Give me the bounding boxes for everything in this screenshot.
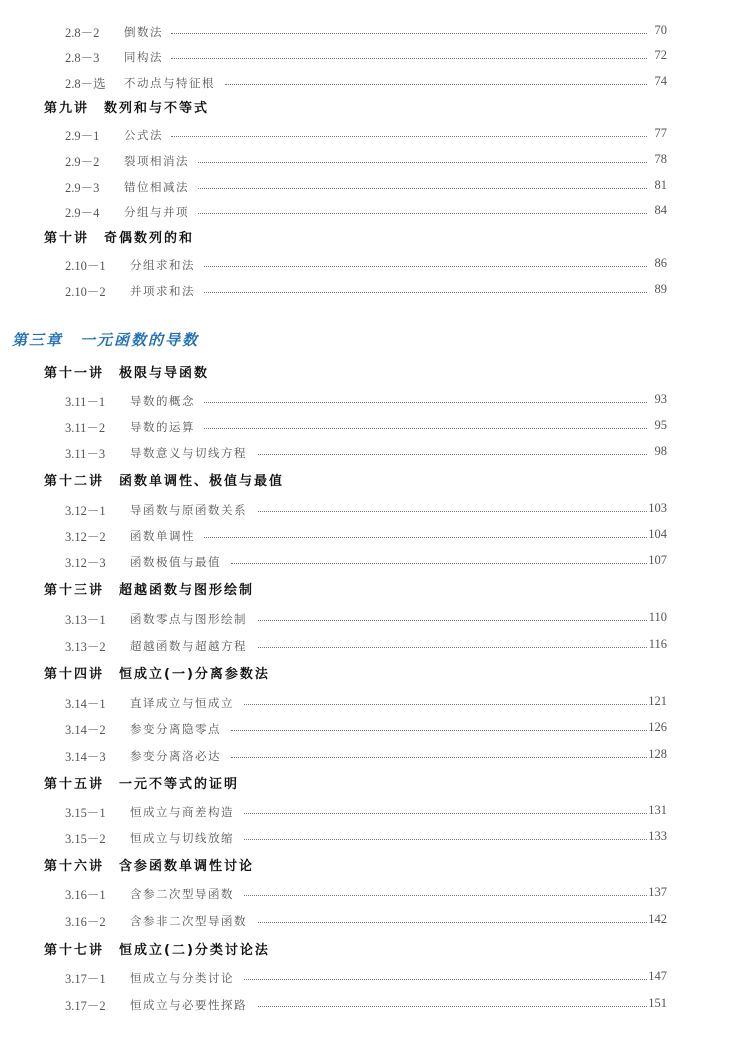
entry-title: 公式法: [124, 128, 163, 142]
dot-leader: [171, 136, 648, 137]
toc-entry[interactable]: [0, 994, 742, 1014]
dot-leader: [198, 188, 648, 189]
page-number: 77: [654, 126, 667, 140]
lecture-title: 第十六讲 含参函数单调性讨论: [44, 859, 255, 874]
lecture-title: 第十一讲 极限与导函数: [44, 366, 210, 381]
entry-title: 超越函数与超越方程: [130, 639, 247, 653]
entry-number: 3.13－1: [65, 613, 106, 627]
dot-leader: [244, 979, 647, 980]
toc-entry[interactable]: [0, 718, 742, 738]
dot-leader: [204, 428, 648, 429]
entry-title: 含参二次型导函数: [130, 887, 234, 901]
entry-number: 3.12－1: [65, 504, 106, 518]
page-number: 110: [648, 610, 667, 624]
page-number: 78: [654, 152, 667, 166]
page-number: 93: [654, 392, 667, 406]
lecture-heading[interactable]: [0, 663, 742, 683]
chapter-title: 第三章 一元函数的导数: [12, 331, 200, 349]
entry-number: 2.8－2: [65, 26, 100, 40]
entry-title: 恒成立与商差构造: [130, 805, 234, 819]
toc-entry[interactable]: [0, 124, 742, 144]
dot-leader: [225, 84, 648, 85]
toc-entry[interactable]: [0, 692, 742, 712]
page-number: 86: [654, 256, 667, 270]
dot-leader: [204, 537, 648, 538]
page-number: 128: [648, 747, 667, 761]
lecture-heading[interactable]: [0, 579, 742, 599]
entry-title: 函数零点与图形绘制: [130, 612, 247, 626]
dot-leader: [204, 266, 648, 267]
lecture-title: 第十七讲 恒成立(二)分类讨论法: [44, 943, 270, 958]
entry-title: 含参非二次型导函数: [130, 914, 247, 928]
page-number: 131: [648, 803, 667, 817]
lecture-title: 第十三讲 超越函数与图形绘制: [44, 583, 255, 598]
lecture-title: 第十五讲 一元不等式的证明: [44, 777, 240, 792]
dot-leader: [258, 511, 648, 512]
page-number: 98: [654, 444, 667, 458]
lecture-title: 第九讲 数列和与不等式: [44, 101, 210, 116]
entry-title: 参变分离洛必达: [130, 749, 221, 763]
dot-leader: [258, 454, 648, 455]
entry-number: 3.16－1: [65, 888, 106, 902]
toc-entry[interactable]: [0, 967, 742, 987]
entry-title: 参变分离隐零点: [130, 722, 221, 736]
toc-entry[interactable]: [0, 390, 742, 410]
toc-entry[interactable]: [0, 416, 742, 436]
page-number: 74: [654, 74, 667, 88]
entry-number: 3.17－2: [65, 999, 106, 1013]
page-number: 137: [648, 885, 667, 899]
toc-entry[interactable]: [0, 254, 742, 274]
toc-entry[interactable]: [0, 745, 742, 765]
page-number: 116: [648, 637, 667, 651]
toc-entry[interactable]: [0, 883, 742, 903]
entry-number: 2.9－4: [65, 206, 100, 220]
toc-entry[interactable]: [0, 551, 742, 571]
entry-number: 3.11－3: [65, 447, 106, 461]
page-number: 126: [648, 720, 667, 734]
dot-leader: [171, 33, 648, 34]
toc-entry[interactable]: [0, 442, 742, 462]
page-number: 89: [654, 282, 667, 296]
entry-title: 并项求和法: [130, 284, 195, 298]
entry-title: 错位相减法: [124, 180, 189, 194]
dot-leader: [231, 757, 648, 758]
dot-leader: [204, 292, 648, 293]
toc-entry[interactable]: [0, 280, 742, 300]
dot-leader: [244, 839, 647, 840]
entry-number: 3.14－2: [65, 723, 106, 737]
page-number: 72: [654, 48, 667, 62]
entry-number: 2.9－3: [65, 181, 100, 195]
entry-title: 函数极值与最值: [130, 555, 221, 569]
entry-title: 导数意义与切线方程: [130, 446, 247, 460]
page-number: 70: [654, 23, 667, 37]
entry-title: 恒成立与切线放缩: [130, 831, 234, 845]
entry-title: 分组与并项: [124, 205, 189, 219]
lecture-heading[interactable]: [0, 773, 742, 793]
dot-leader: [244, 813, 647, 814]
dot-leader: [231, 563, 648, 564]
entry-title: 裂项相消法: [124, 154, 189, 168]
page-number: 142: [648, 912, 667, 926]
toc-entry[interactable]: [0, 525, 742, 545]
page-number: 104: [648, 527, 667, 541]
toc-entry[interactable]: [0, 150, 742, 170]
lecture-heading[interactable]: [0, 855, 742, 875]
dot-leader: [244, 895, 647, 896]
toc-entry[interactable]: [0, 827, 742, 847]
dot-leader: [171, 58, 648, 59]
page-number: 81: [654, 178, 667, 192]
entry-number: 2.9－2: [65, 155, 100, 169]
toc-entry[interactable]: [0, 635, 742, 655]
entry-number: 3.11－2: [65, 421, 106, 435]
entry-title: 恒成立与必要性探路: [130, 998, 247, 1012]
entry-number: 3.13－2: [65, 640, 106, 654]
page-number: 103: [648, 501, 667, 515]
entry-title: 分组求和法: [130, 258, 195, 272]
lecture-heading[interactable]: [0, 97, 742, 117]
toc-entry[interactable]: [0, 801, 742, 821]
dot-leader: [258, 922, 648, 923]
chapter-heading[interactable]: [0, 331, 742, 351]
entry-number: 3.11－1: [65, 395, 106, 409]
toc-entry[interactable]: [0, 176, 742, 196]
entry-title: 不动点与特征根: [124, 76, 215, 90]
entry-number: 3.16－2: [65, 915, 106, 929]
entry-title: 直译成立与恒成立: [130, 696, 234, 710]
entry-title: 导数的运算: [130, 420, 195, 434]
lecture-heading[interactable]: [0, 939, 742, 959]
page-number: 84: [654, 203, 667, 217]
page-number: 133: [648, 829, 667, 843]
lecture-title: 第十二讲 函数单调性、极值与最值: [44, 474, 285, 489]
toc-entry[interactable]: [0, 499, 742, 519]
toc-entry[interactable]: [0, 608, 742, 628]
dot-leader: [198, 213, 648, 214]
lecture-heading[interactable]: [0, 227, 742, 247]
entry-title: 倒数法: [124, 25, 163, 39]
dot-leader: [258, 620, 648, 621]
lecture-title: 第十讲 奇偶数列的和: [44, 231, 195, 246]
entry-number: 3.14－3: [65, 750, 106, 764]
toc-entry[interactable]: [0, 910, 742, 930]
dot-leader: [244, 704, 647, 705]
entry-title: 函数单调性: [130, 529, 195, 543]
toc-entry[interactable]: [0, 46, 742, 66]
page-number: 147: [648, 969, 667, 983]
entry-number: 2.8－选: [65, 77, 106, 91]
entry-number: 3.14－1: [65, 697, 106, 711]
page-number: 107: [648, 553, 667, 567]
page-number: 151: [648, 996, 667, 1010]
entry-number: 3.15－2: [65, 832, 106, 846]
lecture-title: 第十四讲 恒成立(一)分离参数法: [44, 667, 270, 682]
entry-number: 3.17－1: [65, 972, 106, 986]
lecture-heading[interactable]: [0, 362, 742, 382]
dot-leader: [198, 162, 648, 163]
toc-entry[interactable]: [0, 201, 742, 221]
entry-number: 2.10－1: [65, 259, 106, 273]
entry-number: 2.8－3: [65, 51, 100, 65]
dot-leader: [258, 1006, 648, 1007]
page-number: 121: [648, 694, 667, 708]
toc-entry[interactable]: [0, 21, 742, 41]
entry-title: 导函数与原函数关系: [130, 503, 247, 517]
entry-number: 2.10－2: [65, 285, 106, 299]
dot-leader: [231, 730, 648, 731]
toc-entry[interactable]: [0, 72, 742, 92]
entry-title: 导数的概念: [130, 394, 195, 408]
entry-title: 恒成立与分类讨论: [130, 971, 234, 985]
dot-leader: [258, 647, 648, 648]
lecture-heading[interactable]: [0, 470, 742, 490]
entry-number: 3.15－1: [65, 806, 106, 820]
dot-leader: [204, 402, 648, 403]
entry-number: 3.12－2: [65, 530, 106, 544]
entry-title: 同构法: [124, 50, 163, 64]
entry-number: 2.9－1: [65, 129, 100, 143]
entry-number: 3.12－3: [65, 556, 106, 570]
page-number: 95: [654, 418, 667, 432]
